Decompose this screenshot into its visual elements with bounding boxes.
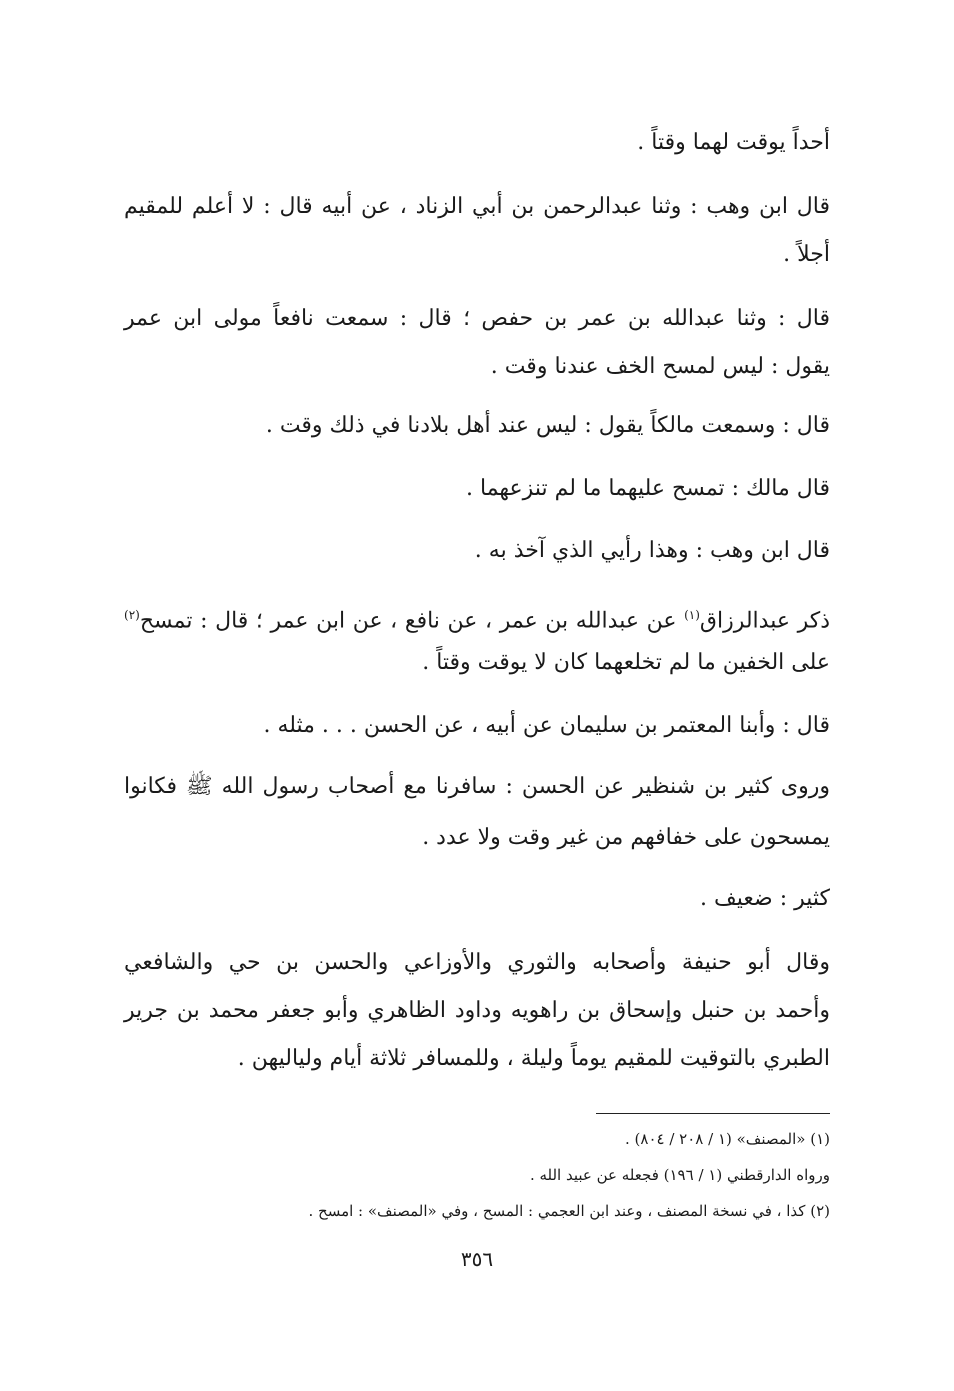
text-line: قال : وسمعت مالكاً يقول : ليس عند أهل بلادنا في ذلك وقت . xyxy=(265,413,830,438)
text-line: قال ابن وهب : وهذا رأيي الذي آخذ به . xyxy=(474,538,830,563)
text-line: قال : وأبنا المعتمر بن سليمان عن أبيه ، عن الحسن . . . مثله . xyxy=(263,713,830,738)
page-number: ٣٥٦ xyxy=(460,1247,494,1271)
text-line: قال مالك : تمسح عليهما ما لم تنزعهما . xyxy=(466,476,830,501)
text-line-with-footnotes xyxy=(124,600,830,636)
footnote: ورواه الدارقطني (١ / ١٩٦) فجعله عن عبيد الله . xyxy=(529,1166,830,1184)
text-line: قال ابن وهب : وثنا عبدالرحمن بن أبي الزناد ، عن أبيه قال : لا أعلم للمقيم xyxy=(124,194,830,219)
text-line: أجلاً . xyxy=(783,242,830,267)
text-line: وقال أبو حنيفة وأصحابه والثوري والأوزاعي والحسن بن حي والشافعي xyxy=(124,950,830,975)
text-line: يمسحون على خفافهم من غير وقت ولا عدد . xyxy=(422,825,830,850)
text-line: وأحمد بن حنبل وإسحاق بن راهويه وداود الظاهري وأبو جعفر محمد بن جرير xyxy=(124,998,830,1023)
text-line: كثير : ضعيف . xyxy=(700,886,830,911)
text-line: وروى كثير بن شنظير عن الحسن : سافرنا مع أصحاب رسول الله ﷺ فكانوا xyxy=(124,774,830,799)
text-line: يقول : ليس لمسح الخف عندنا وقت . xyxy=(490,354,830,379)
footnote: (١) «المصنف» (١ / ٢٠٨ / ٨٠٤) . xyxy=(625,1130,830,1148)
text-segment: ذكر عبدالرزاق xyxy=(699,608,830,634)
footnote-mark: (١) xyxy=(684,608,700,622)
footnote-mark: (٢) xyxy=(124,608,140,622)
footnote-separator xyxy=(596,1113,830,1114)
text-line: الطبري بالتوقيت للمقيم يوماً وليلة ، وللمسافر ثلاثة أيام ولياليهن . xyxy=(237,1046,830,1071)
text-segment: عن عبدالله بن عمر ، عن نافع ، عن ابن عمر ؛ قال : تمسح xyxy=(139,608,677,634)
text-line: أحداً يوقت لهما وقتاً . xyxy=(637,130,830,155)
text-line: على الخفين ما لم تخلعهما كان لا يوقت وقتاً . xyxy=(422,650,830,675)
footnote: (٢) كذا ، في نسخة المصنف ، وعند ابن العجمي : المسح ، وفي «المصنف» : امسح . xyxy=(308,1202,830,1220)
text-line: قال : وثنا عبدالله بن عمر بن حفص ؛ قال : سمعت نافعاً مولى ابن عمر xyxy=(124,306,830,331)
